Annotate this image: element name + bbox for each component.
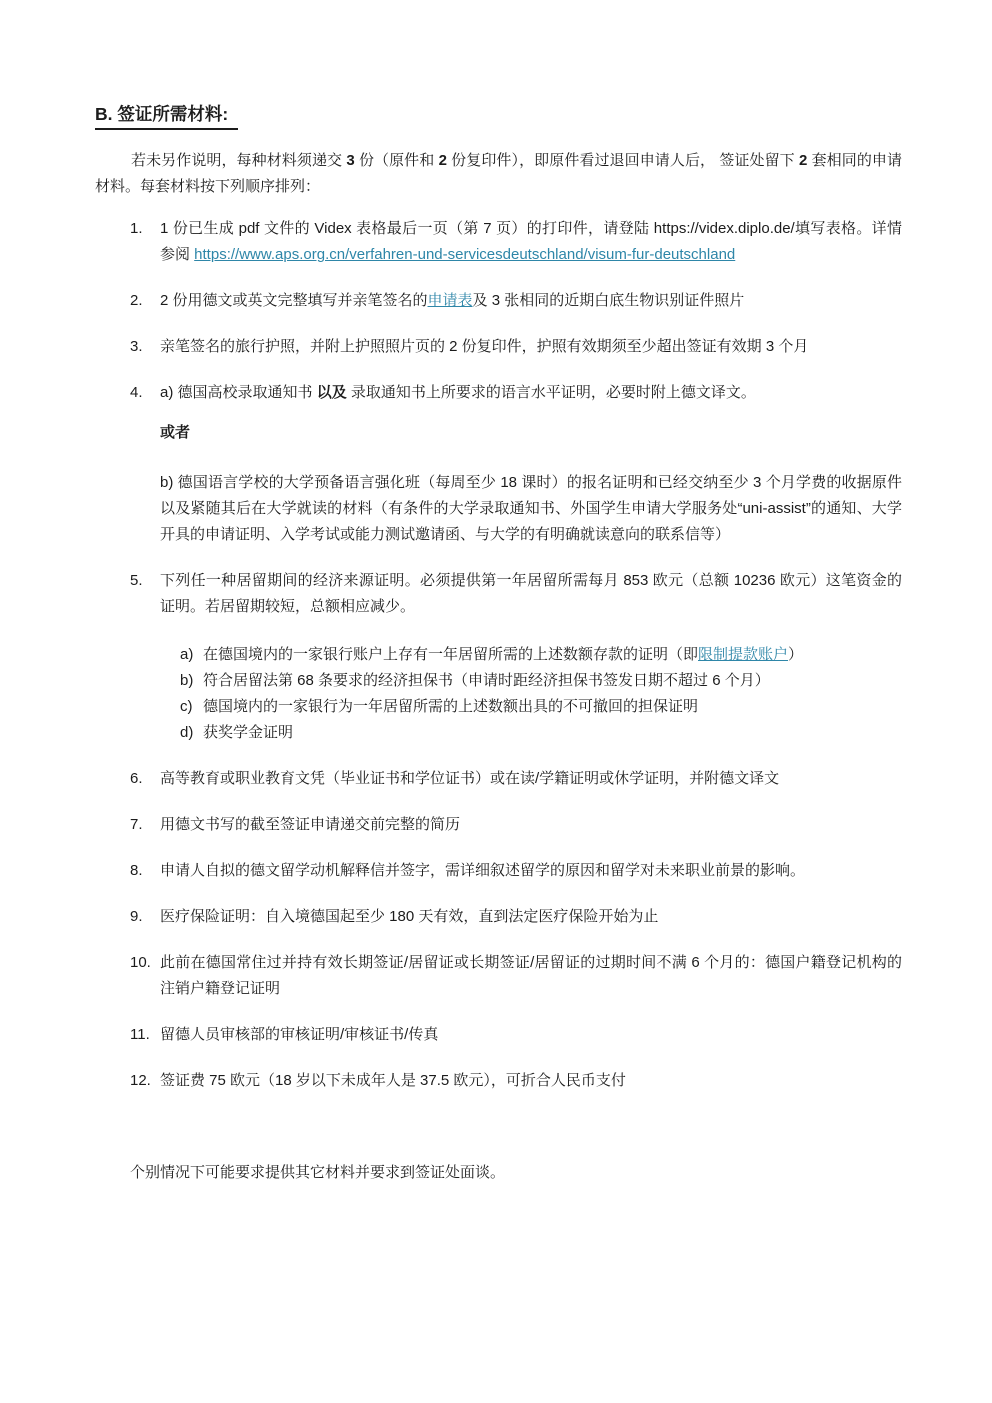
item-paragraph: 申请人自拟的德文留学动机解释信并签字，需详细叙述留学的原因和留学对未来职业前景的影响。	[160, 862, 806, 879]
list-item-12	[130, 1068, 902, 1094]
item-paragraph: 此前在德国常住过并持有效长期签证/居留证或长期签证/居留证的过期时间不满 6 个月的：德国户籍登记机构的注销户籍登记证明	[160, 954, 902, 997]
or-label: 或者	[160, 424, 191, 441]
item-paragraph: 亲笔签名的旅行护照，并附上护照照片页的 2 份复印件，护照有效期须至少超出签证有效期 3 个月	[160, 338, 809, 355]
sublist-item-a	[180, 642, 902, 668]
item-text: 2 份用德文或英文完整填写并亲笔签名的	[160, 292, 428, 309]
intro-bold-count: 3	[346, 152, 355, 169]
subitem-paragraph: 获奖学金证明	[203, 724, 294, 741]
item-paragraph-option-a	[160, 380, 902, 406]
subitem-letter: a)	[180, 646, 194, 663]
intro-text: 套相同的申请材料。每套材料按下列顺序排列：	[95, 152, 902, 195]
item-content	[160, 334, 902, 360]
intro-text: 若未另作说明，每种材料须递交	[131, 152, 347, 169]
item-number: 2.	[130, 292, 143, 309]
item-number: 1.	[130, 220, 143, 237]
item-content	[160, 380, 902, 548]
list-item-8	[130, 858, 902, 884]
page-title-text: B. 签证所需材料:	[95, 102, 238, 130]
sublist-item-b	[180, 668, 902, 694]
item-text: 及 3 张相同的近期白底生物识别证件照片	[472, 292, 745, 309]
item-content	[160, 216, 902, 268]
item-text: 录取通知书上所要求的语言水平证明，必要时附上德文译文。	[346, 384, 756, 401]
item-paragraph	[160, 216, 902, 268]
subitem-paragraph	[203, 642, 803, 668]
closing-note: 个别情况下可能要求提供其它材料并要求到签证处面谈。	[130, 1164, 506, 1181]
item-paragraph: 签证费 75 欧元（18 岁以下未成年人是 37.5 欧元），可折合人民币支付	[160, 1072, 626, 1089]
list-item-9	[130, 904, 902, 930]
item-number: 4.	[130, 384, 143, 401]
item-paragraph	[160, 288, 902, 314]
item-paragraph: 用德文书写的截至签证申请递交前完整的简历	[160, 816, 461, 833]
aps-website-link[interactable]: https://www.aps.org.cn/verfahren-und-servicesdeutschland/visum-fur-deutschland	[194, 246, 736, 263]
subitem-letter: b)	[180, 672, 194, 689]
subitem-text: 在德国境内的一家银行账户上存有一年居留所需的上述数额存款的证明（即	[203, 646, 699, 663]
item-content	[160, 1022, 902, 1048]
list-item-7	[130, 812, 902, 838]
list-item-3	[130, 334, 902, 360]
item-number: 5.	[130, 572, 143, 589]
list-item-5	[130, 568, 902, 746]
intro-paragraph	[95, 148, 902, 200]
item-number: 10.	[130, 954, 151, 971]
item-paragraph-option-b: b) 德国语言学校的大学预备语言强化班（每周至少 18 课时）的报名证明和已经交纳至少 3 个月学费的收据原件以及紧随其后在大学就读的材料（有条件的大学录取通知书、外国学生申请大学服务处“uni-assist”的通知、大学开具的申请证明、入学考试或能力测试邀请函、与大学的有明确就读意向的联系信等）	[160, 474, 902, 543]
item-text: a) 德国高校录取通知书	[160, 384, 317, 401]
intro-text: 份复印件），即原件看过退回申请人后， 签证处留下	[446, 152, 799, 169]
page-title	[95, 102, 902, 130]
subitem-text: ）	[788, 646, 804, 663]
item-number: 11.	[130, 1026, 150, 1043]
item-paragraph: 留德人员审核部的审核证明/审核证书/传真	[160, 1026, 439, 1043]
item-number: 8.	[130, 862, 143, 879]
item-content	[160, 812, 902, 838]
item-content	[160, 1068, 902, 1094]
blocked-account-link[interactable]: 限制提款账户	[698, 646, 789, 663]
list-item-4	[130, 380, 902, 548]
intro-bold-count: 2	[438, 152, 447, 169]
subitem-letter: c)	[180, 698, 193, 715]
item-paragraph: 高等教育或职业教育文凭（毕业证书和学位证书）或在读/学籍证明或休学证明，并附德文译文	[160, 770, 780, 787]
item-number: 3.	[130, 338, 143, 355]
list-item-6	[130, 766, 902, 792]
subitem-letter: d)	[180, 724, 194, 741]
intro-text: 份（原件和	[354, 152, 439, 169]
item-text: 1 份已生成 pdf 文件的 Videx 表格最后一页（第 7 页）的打印件，请登陆 https://videx.diplo.de/填写表格。详情参阅	[160, 220, 902, 263]
item-content	[160, 766, 902, 792]
item-content	[160, 858, 902, 884]
item-content	[160, 904, 902, 930]
item-number: 9.	[130, 908, 143, 925]
item-paragraph: 下列任一种居留期间的经济来源证明。必须提供第一年居留所需每月 853 欧元（总额 10236 欧元）这笔资金的证明。若居留期较短，总额相应减少。	[160, 572, 902, 615]
item-number: 12.	[130, 1072, 151, 1089]
item-bold-text: 以及	[316, 384, 347, 401]
sublist-item-d	[180, 720, 902, 746]
item-paragraph: 医疗保险证明：自入境德国起至少 180 天有效，直到法定医疗保险开始为止	[160, 908, 659, 925]
subitem-paragraph: 符合居留法第 68 条要求的经济担保书（申请时距经济担保书签发日期不超过 6 个月）	[203, 672, 770, 689]
sublist-item-c	[180, 694, 902, 720]
item-content	[160, 950, 902, 1002]
subitem-paragraph: 德国境内的一家银行为一年居留所需的上述数额出具的不可撤回的担保证明	[203, 698, 699, 715]
intro-bold-count: 2	[799, 152, 808, 169]
item-number: 7.	[130, 816, 143, 833]
finance-options-sublist	[180, 642, 902, 746]
list-item-11	[130, 1022, 902, 1048]
list-item-10	[130, 950, 902, 1002]
list-item-2	[130, 288, 902, 314]
materials-list	[95, 216, 902, 1094]
list-item-1	[130, 216, 902, 268]
application-form-link[interactable]: 申请表	[427, 292, 473, 309]
item-content	[160, 568, 902, 746]
item-content	[160, 288, 902, 314]
item-number: 6.	[130, 770, 143, 787]
